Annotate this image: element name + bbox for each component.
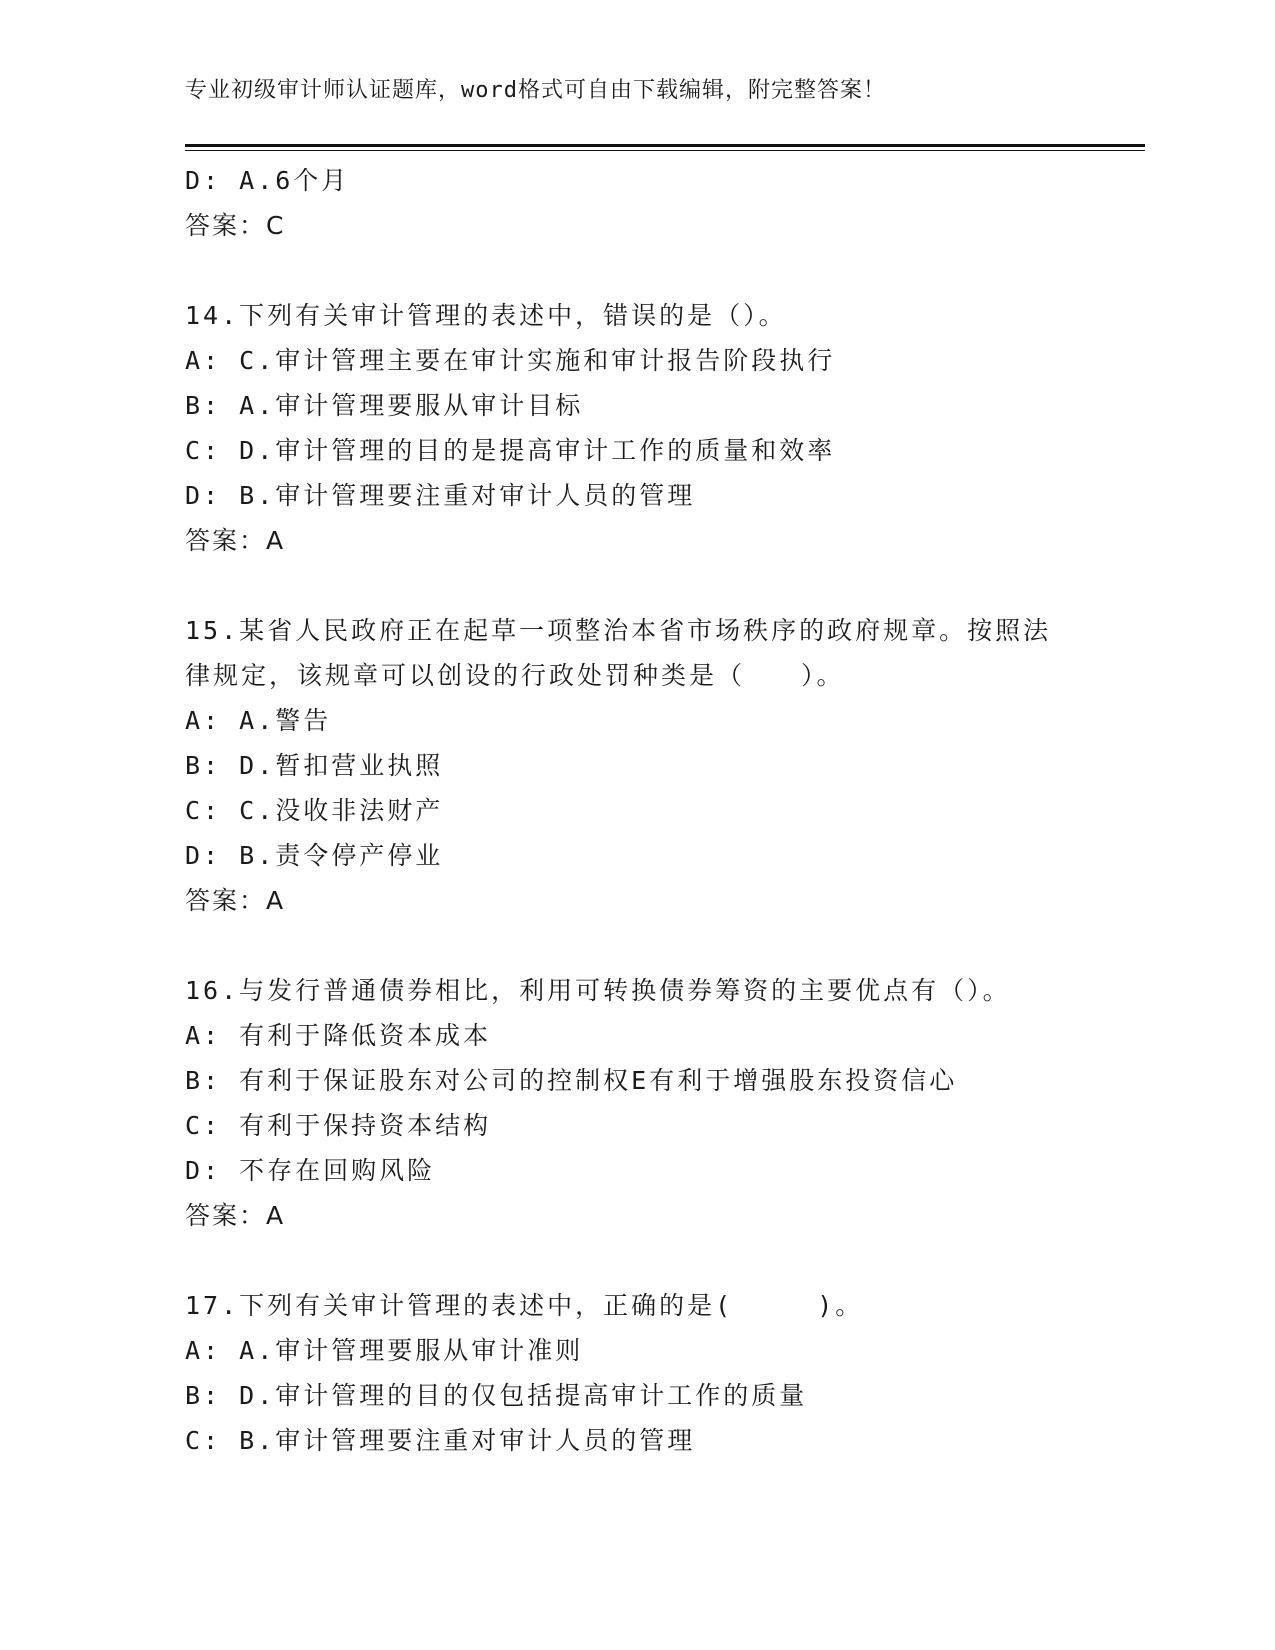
option-d: D: 不存在回购风险 [185, 1156, 436, 1185]
option-a: A: A.警告 [185, 706, 332, 735]
prev-option-d: D: A.6个月 [185, 166, 350, 195]
option-d: D: B.责令停产停业 [185, 841, 444, 870]
option-c: C: D.审计管理的目的是提高审计工作的质量和效率 [185, 436, 836, 465]
question-stem: 17.下列有关审计管理的表述中，正确的是( )。 [185, 1291, 864, 1320]
question-stem: 16.与发行普通债券相比，利用可转换债券筹资的主要优点有（）。 [185, 976, 1011, 1005]
spacer [185, 1238, 1085, 1283]
question-stem: 14.下列有关审计管理的表述中，错误的是（）。 [185, 301, 787, 330]
question-stem-line-2: 律规定，该规章可以创设的行政处罚种类是（ ）。 [185, 661, 845, 690]
prev-answer: 答案：C [185, 211, 286, 240]
question-15 [185, 608, 1085, 923]
option-d: D: B.审计管理要注重对审计人员的管理 [185, 481, 696, 510]
header-rule-thick [185, 144, 1145, 147]
option-b: B: A.审计管理要服从审计目标 [185, 391, 584, 420]
spacer [185, 563, 1085, 608]
page-header: 专业初级审计师认证题库，word格式可自由下载编辑，附完整答案！ [185, 78, 886, 103]
option-a: A: A.审计管理要服从审计准则 [185, 1336, 584, 1365]
option-c: C: C.没收非法财产 [185, 796, 444, 825]
question-16 [185, 968, 1085, 1238]
question-stem-line-1: 15.某省人民政府正在起草一项整治本省市场秩序的政府规章。按照法 [185, 616, 1052, 645]
option-b: B: D.暂扣营业执照 [185, 751, 444, 780]
question-17 [185, 1283, 1085, 1463]
question-content [185, 158, 1085, 1463]
answer: 答案：A [185, 526, 286, 555]
spacer [185, 248, 1085, 293]
question-14 [185, 293, 1085, 563]
option-c: C: B.审计管理要注重对审计人员的管理 [185, 1426, 696, 1455]
option-a: A: C.审计管理主要在审计实施和审计报告阶段执行 [185, 346, 836, 375]
spacer [185, 923, 1085, 968]
option-b: B: 有利于保证股东对公司的控制权E有利于增强股东投资信心 [185, 1066, 958, 1095]
answer: 答案：A [185, 1201, 286, 1230]
answer: 答案：A [185, 886, 286, 915]
option-b: B: D.审计管理的目的仅包括提高审计工作的质量 [185, 1381, 808, 1410]
header-rule-thin [185, 150, 1145, 151]
option-a: A: 有利于降低资本成本 [185, 1021, 492, 1050]
option-c: C: 有利于保持资本结构 [185, 1111, 492, 1140]
